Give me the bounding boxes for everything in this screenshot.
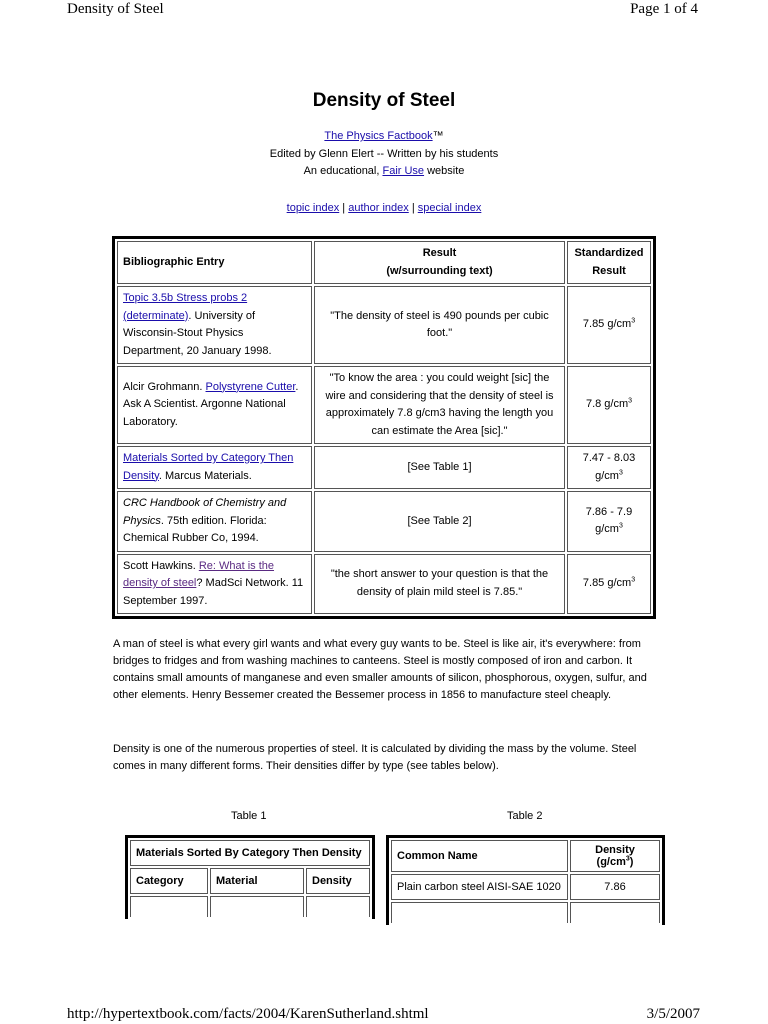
std-result-cell xyxy=(567,554,651,615)
std-unit-exponent: 3 xyxy=(618,468,623,476)
citation-text: . Ask A Scientist. Argonne National Laboratory. xyxy=(123,380,299,428)
result-cell: "the short answer to your question is that the density of plain mild steel is 7.85." xyxy=(314,554,565,615)
materials-table xyxy=(125,835,375,919)
print-date: 3/5/2007 xyxy=(646,1006,700,1022)
table-row xyxy=(130,896,370,917)
std-unit-exponent: 3 xyxy=(631,576,636,584)
citation-author: Scott Hawkins. xyxy=(123,559,199,572)
std-result-cell xyxy=(567,446,651,489)
author-index-link[interactable]: author index xyxy=(348,202,409,214)
table-row xyxy=(117,286,651,364)
col-density-label: Density (g/cm xyxy=(595,844,635,868)
educational-line xyxy=(0,165,768,177)
col-density: Density xyxy=(306,868,370,894)
table-cell xyxy=(306,896,370,917)
table1-title: Materials Sorted By Category Then Density xyxy=(130,840,370,866)
std-unit-exponent: 3 xyxy=(628,397,633,405)
table-header-row xyxy=(130,868,370,894)
table-header-row xyxy=(117,241,651,284)
std-unit-exponent: 3 xyxy=(631,317,636,325)
std-value: 7.47 - 8.03 g/cm xyxy=(582,452,636,482)
std-result-cell xyxy=(567,286,651,364)
citation-book-title: CRC Handbook of Chemistry and Physics xyxy=(123,497,287,527)
citation-link[interactable]: Re: What is the density of steel xyxy=(123,559,275,589)
table-row xyxy=(117,366,651,444)
std-result-cell xyxy=(567,366,651,444)
std-value: 7.86 - 7.9 g/cm xyxy=(585,505,633,536)
citation-link[interactable]: Materials Sorted by Category Then Density xyxy=(123,452,294,482)
citation-text: . Marcus Materials. xyxy=(158,469,252,482)
header-standardized-line2: Result xyxy=(592,264,626,277)
citation-link[interactable]: Topic 3.5b Stress probs 2 (determinate) xyxy=(123,292,248,322)
std-result-cell xyxy=(567,491,651,552)
header-bibliographic-entry: Bibliographic Entry xyxy=(117,241,312,284)
result-cell: [See Table 2] xyxy=(314,491,565,552)
index-separator: | xyxy=(339,202,349,214)
table-row xyxy=(391,874,660,900)
common-steels-table xyxy=(386,835,665,925)
header-standardized xyxy=(567,241,651,284)
factbook-link[interactable]: The Physics Factbook xyxy=(324,130,433,142)
entry-cell xyxy=(117,366,312,444)
table-cell xyxy=(130,896,208,917)
header-result-line1: Result xyxy=(422,247,457,259)
edu-suffix: website xyxy=(424,165,465,177)
col-density-close: ) xyxy=(629,856,634,868)
entry-cell xyxy=(117,491,312,552)
col-density xyxy=(570,840,660,872)
citation-text: ? MadSci Network. 11 September 1997. xyxy=(123,577,304,607)
citation-text: . University of Wisconsin-Stout Physics Department, 20 January 1998. xyxy=(123,309,272,357)
table-row xyxy=(117,554,651,615)
table-cell xyxy=(391,902,568,923)
bibliography-table xyxy=(112,236,656,619)
result-cell: "To know the area : you could weight [sic] the wire and considering that the density of steel is approximately 7.8 g/cm3 having the length you can estimate the Area [sic]." xyxy=(314,366,565,444)
citation-author: Alcir Grohmann. xyxy=(123,380,206,393)
citation-text: . 75th edition. Florida: Chemical Rubber Co, 1994. xyxy=(123,514,267,544)
table-row xyxy=(117,446,651,489)
page-url: http://hypertextbook.com/facts/2004/KarenSutherland.shtml xyxy=(67,1006,429,1022)
table-cell xyxy=(570,902,660,923)
table-header-row xyxy=(130,840,370,866)
result-cell: [See Table 1] xyxy=(314,446,565,489)
edited-line: Edited by Glenn Elert -- Written by his students xyxy=(269,148,499,160)
fair-use-link[interactable]: Fair Use xyxy=(382,165,425,177)
col-material: Material xyxy=(210,868,304,894)
std-value: 7.85 g/cm xyxy=(582,577,632,589)
std-value: 7.8 g/cm xyxy=(585,398,629,411)
special-index-link[interactable]: special index xyxy=(417,202,482,214)
intro-paragraph: A man of steel is what every girl wants and what every guy wants to be. Steel is like air, it's everywhere: from bridges to fridges and from washing machines to canteens. Steel is mostly composed of iron and carbon. It contains small amounts of manganese and even smaller amounts of silicon, phosphorous, oxygen, sulfur, and other elements. Henry Bessemer created the Bessemer process in 1856 to manufacture steel cheaply. xyxy=(113,638,647,701)
table-header-row xyxy=(391,840,660,872)
topic-index-link[interactable]: topic index xyxy=(286,202,340,214)
result-cell: "The density of steel is 490 pounds per cubic foot." xyxy=(314,286,565,364)
table1-caption: Table 1 xyxy=(231,810,267,822)
citation-link[interactable]: Polystyrene Cutter xyxy=(205,380,296,393)
index-nav xyxy=(0,202,768,214)
std-value: 7.85 g/cm xyxy=(582,318,632,331)
table-row xyxy=(391,902,660,923)
entry-cell xyxy=(117,446,312,489)
page-header-title: Density of Steel xyxy=(67,1,164,17)
table2-caption: Table 2 xyxy=(507,810,543,822)
std-unit-exponent: 3 xyxy=(618,522,623,530)
page-number: Page 1 of 4 xyxy=(630,1,698,17)
edu-prefix: An educational, xyxy=(303,165,383,177)
entry-cell xyxy=(117,286,312,364)
header-result xyxy=(314,241,565,284)
steel-name-cell: Plain carbon steel AISI-SAE 1020 xyxy=(391,874,568,900)
density-paragraph: Density is one of the numerous properties of steel. It is calculated by dividing the mass by the volume. Steel comes in many different forms. Their densities differ by type (see tables below). xyxy=(113,743,637,772)
table-cell xyxy=(210,896,304,917)
header-result-line2: (w/surrounding text) xyxy=(386,264,493,277)
col-common-name: Common Name xyxy=(391,840,568,872)
page-title: Density of Steel xyxy=(312,90,456,111)
col-density-exponent: 3 xyxy=(625,855,630,863)
factbook-line xyxy=(0,130,768,142)
table-row xyxy=(117,491,651,552)
entry-cell xyxy=(117,554,312,615)
header-standardized-line1: Standardized xyxy=(574,247,644,259)
index-separator: | xyxy=(408,202,418,214)
trademark-symbol: ™ xyxy=(432,130,444,142)
col-category: Category xyxy=(130,868,208,894)
steel-density-cell: 7.86 xyxy=(570,874,660,900)
